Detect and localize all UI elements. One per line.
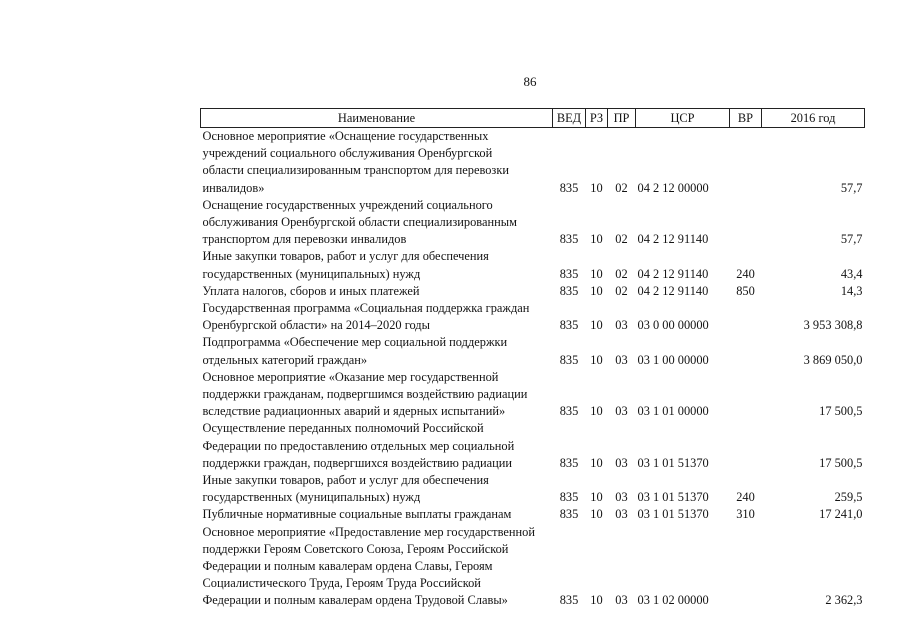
row-vr: 310 bbox=[736, 507, 755, 522]
row-name-line: поддержки Героям Советского Союза, Героям Российской bbox=[202, 541, 509, 556]
header-csr: ЦСР bbox=[636, 109, 730, 128]
row-name-line: Публичные нормативные социальные выплаты гражданам bbox=[202, 507, 512, 522]
row-vr bbox=[730, 334, 762, 368]
row-name-line: Осуществление переданных полномочий Российской bbox=[202, 421, 484, 436]
row-name-line: Социалистического Труда, Героям Труда Российской bbox=[202, 576, 481, 591]
row-csr: 03 1 01 51370 bbox=[637, 455, 709, 470]
row-csr: 04 2 12 91140 bbox=[637, 283, 709, 298]
table-row bbox=[201, 128, 865, 197]
row-name-line: обслуживания Оренбургской области специализированным bbox=[202, 215, 517, 230]
row-vr bbox=[730, 197, 762, 249]
row-amount: 17 500,5 bbox=[819, 455, 863, 470]
row-pr: 03 bbox=[615, 404, 628, 419]
row-name bbox=[201, 334, 553, 368]
row-csr: 03 1 01 51370 bbox=[637, 490, 709, 505]
row-ved: 835 bbox=[559, 232, 579, 247]
row-rz: 10 bbox=[590, 232, 603, 247]
row-amount: 57,7 bbox=[840, 232, 863, 247]
row-ved: 835 bbox=[559, 404, 579, 419]
header-pr: ПР bbox=[608, 109, 636, 128]
table-row bbox=[201, 420, 865, 472]
row-pr: 03 bbox=[615, 455, 628, 470]
table-row bbox=[201, 300, 865, 334]
header-vr: ВР bbox=[730, 109, 762, 128]
row-rz: 10 bbox=[590, 180, 603, 195]
row-name bbox=[201, 369, 553, 421]
row-name bbox=[201, 300, 553, 334]
row-amount: 14,3 bbox=[840, 283, 863, 298]
row-name-line: государственных (муниципальных) нужд bbox=[202, 266, 421, 281]
row-amount: 17 241,0 bbox=[819, 507, 863, 522]
table-row bbox=[201, 472, 865, 506]
row-rz: 10 bbox=[590, 266, 603, 281]
row-ved: 835 bbox=[559, 593, 579, 608]
row-rz: 10 bbox=[590, 318, 603, 333]
row-name-line: Основное мероприятие «Оказание мер государственной bbox=[202, 369, 499, 384]
row-csr: 04 2 12 00000 bbox=[637, 180, 709, 195]
row-vr bbox=[730, 369, 762, 421]
row-rz: 10 bbox=[590, 490, 603, 505]
row-name-line: транспортом для перевозки инвалидов bbox=[202, 232, 407, 247]
row-name-line: Основное мероприятие «Оснащение государственных bbox=[202, 129, 489, 143]
row-amount: 3 869 050,0 bbox=[803, 352, 863, 367]
row-pr: 03 bbox=[615, 507, 628, 522]
row-name-line: Иные закупки товаров, работ и услуг для обеспечения bbox=[202, 473, 489, 488]
row-vr: 240 bbox=[736, 490, 755, 505]
row-name-line: Федерации и полным кавалерам ордена Славы, Героям bbox=[202, 559, 493, 574]
row-vr bbox=[730, 524, 762, 610]
row-rz: 10 bbox=[590, 283, 603, 298]
row-ved: 835 bbox=[559, 283, 579, 298]
row-name-line: области специализированным транспортом для перевозки bbox=[202, 163, 509, 178]
row-ved: 835 bbox=[559, 507, 579, 522]
budget-table bbox=[200, 108, 865, 610]
page-number: 86 bbox=[523, 74, 537, 89]
row-csr: 03 0 00 00000 bbox=[637, 318, 709, 333]
row-name bbox=[201, 472, 553, 506]
row-rz: 10 bbox=[590, 404, 603, 419]
row-name-line: инвалидов» bbox=[202, 180, 265, 195]
row-name bbox=[201, 420, 553, 472]
row-pr: 02 bbox=[615, 180, 628, 195]
row-vr bbox=[730, 128, 762, 197]
row-pr: 02 bbox=[615, 232, 628, 247]
row-ved: 835 bbox=[559, 455, 579, 470]
row-name-line: вследствие радиационных аварий и ядерных испытаний» bbox=[202, 404, 506, 419]
row-name bbox=[201, 128, 553, 197]
row-name-line: Федерации и полным кавалерам ордена Трудовой Славы» bbox=[202, 593, 508, 608]
header-name: Наименование bbox=[201, 109, 553, 128]
row-rz: 10 bbox=[590, 352, 603, 367]
row-ved: 835 bbox=[559, 180, 579, 195]
row-name-line: Основное мероприятие «Предоставление мер государственной bbox=[202, 524, 535, 539]
row-rz: 10 bbox=[590, 455, 603, 470]
row-name-line: Оренбургской области» на 2014–2020 годы bbox=[202, 318, 430, 333]
row-pr: 03 bbox=[615, 490, 628, 505]
row-pr: 03 bbox=[615, 593, 628, 608]
table-row bbox=[201, 524, 865, 610]
header-ved: ВЕД bbox=[553, 109, 586, 128]
row-amount: 259,5 bbox=[834, 490, 863, 505]
row-name-line: учреждений социального обслуживания Оренбургской bbox=[202, 146, 493, 161]
row-pr: 03 bbox=[615, 318, 628, 333]
row-amount: 2 362,3 bbox=[825, 593, 863, 608]
row-amount: 17 500,5 bbox=[819, 404, 863, 419]
table-row bbox=[201, 334, 865, 368]
row-amount: 43,4 bbox=[840, 266, 863, 281]
header-year: 2016 год bbox=[762, 109, 865, 128]
row-name-line: Подпрограмма «Обеспечение мер социальной поддержки bbox=[202, 335, 508, 350]
row-name-line: Государственная программа «Социальная поддержка граждан bbox=[202, 301, 530, 316]
table-row bbox=[201, 248, 865, 282]
row-name-line: поддержки гражданам, подвергшимся воздействию радиации bbox=[202, 387, 528, 402]
row-rz: 10 bbox=[590, 593, 603, 608]
row-csr: 03 1 01 00000 bbox=[637, 404, 709, 419]
row-vr bbox=[730, 300, 762, 334]
row-pr: 02 bbox=[615, 266, 628, 281]
row-csr: 03 1 02 00000 bbox=[637, 593, 709, 608]
table-row bbox=[201, 197, 865, 249]
row-name-line: поддержки граждан, подвергшихся воздействию радиации bbox=[202, 455, 513, 470]
table-row bbox=[201, 283, 865, 300]
row-vr: 850 bbox=[736, 283, 755, 298]
row-csr: 03 1 00 00000 bbox=[637, 352, 709, 367]
table-row bbox=[201, 506, 865, 523]
table-header-row bbox=[201, 109, 865, 128]
row-vr bbox=[730, 420, 762, 472]
row-csr: 04 2 12 91140 bbox=[637, 266, 709, 281]
row-vr: 240 bbox=[736, 266, 755, 281]
row-csr: 04 2 12 91140 bbox=[637, 232, 709, 247]
row-name-line: Уплата налогов, сборов и иных платежей bbox=[202, 283, 420, 298]
row-pr: 02 bbox=[615, 283, 628, 298]
row-pr: 03 bbox=[615, 352, 628, 367]
row-name bbox=[201, 283, 553, 300]
table-row bbox=[201, 369, 865, 421]
row-amount: 3 953 308,8 bbox=[803, 318, 863, 333]
header-rz: РЗ bbox=[586, 109, 608, 128]
row-name-line: Оснащение государственных учреждений социального bbox=[202, 197, 493, 212]
row-name-line: Иные закупки товаров, работ и услуг для обеспечения bbox=[202, 249, 489, 264]
row-rz: 10 bbox=[590, 507, 603, 522]
row-name-line: Федерации по предоставлению отдельных мер социальной bbox=[202, 438, 515, 453]
row-ved: 835 bbox=[559, 266, 579, 281]
row-name bbox=[201, 248, 553, 282]
row-amount: 57,7 bbox=[840, 180, 863, 195]
row-ved: 835 bbox=[559, 318, 579, 333]
row-name bbox=[201, 524, 553, 610]
table-body bbox=[201, 128, 865, 610]
row-name bbox=[201, 506, 553, 523]
row-csr: 03 1 01 51370 bbox=[637, 507, 709, 522]
row-ved: 835 bbox=[559, 352, 579, 367]
row-name-line: государственных (муниципальных) нужд bbox=[202, 490, 421, 505]
row-name-line: отдельных категорий граждан» bbox=[202, 352, 368, 367]
row-name bbox=[201, 197, 553, 249]
row-ved: 835 bbox=[559, 490, 579, 505]
